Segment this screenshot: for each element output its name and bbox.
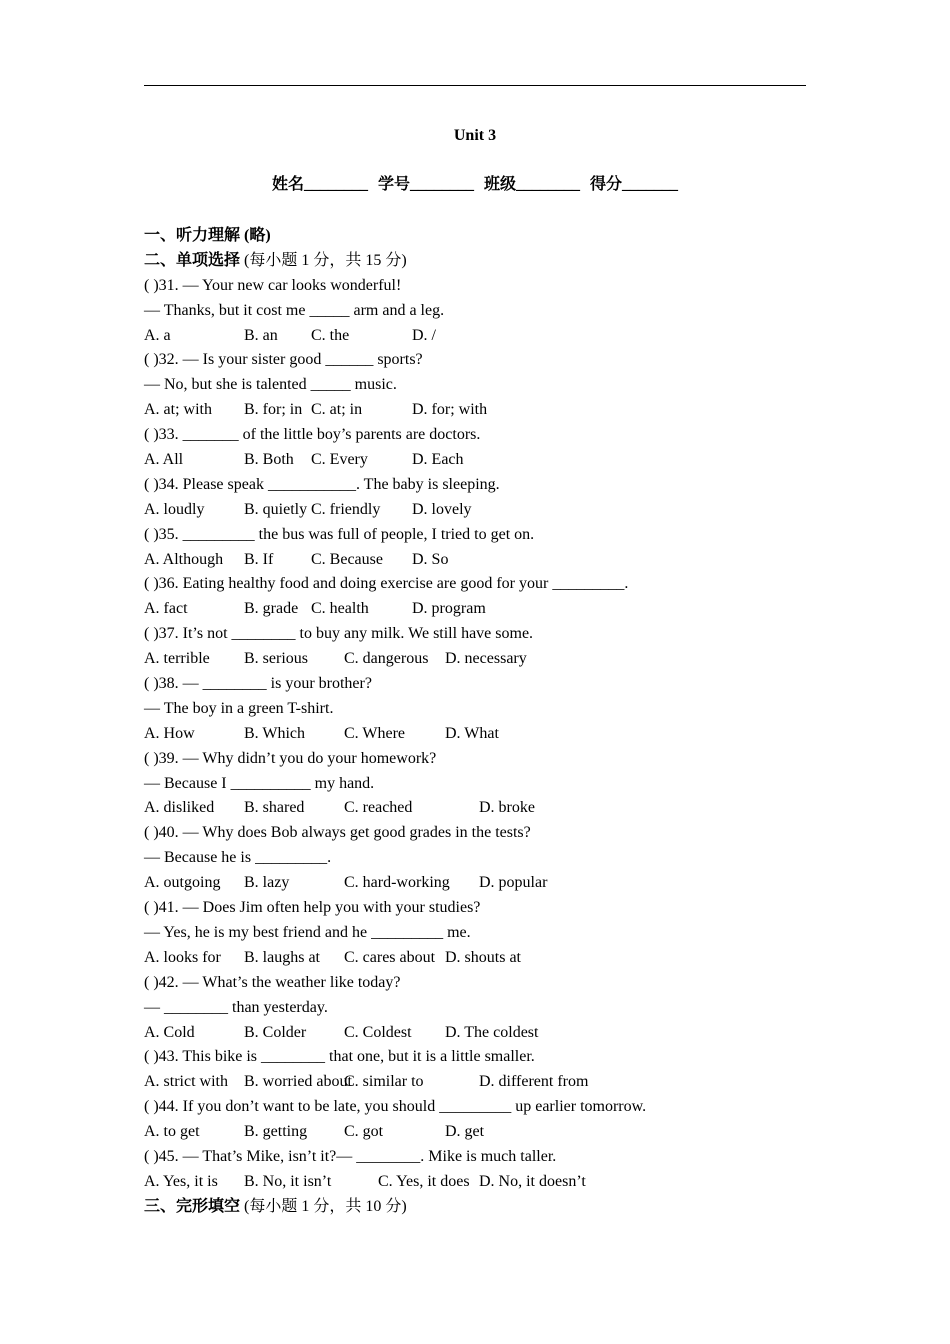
answer-option: D. / bbox=[412, 326, 436, 344]
question-stem: ( )37. It’s not ________ to buy any milk. We still have some. bbox=[144, 625, 534, 643]
answer-option: A. looks for bbox=[144, 948, 221, 966]
answer-option: C. Yes, it does bbox=[378, 1172, 470, 1190]
answer-option: C. similar to bbox=[344, 1073, 424, 1091]
answer-option: A. a bbox=[144, 326, 171, 344]
question-reply: — No, but she is talented _____ music. bbox=[144, 376, 397, 394]
question-options bbox=[144, 722, 824, 747]
answer-option: A. Yes, it is bbox=[144, 1172, 218, 1190]
question-options bbox=[144, 946, 824, 971]
answer-option: A. to get bbox=[144, 1123, 200, 1141]
answer-option: D. get bbox=[445, 1123, 485, 1141]
answer-option: A. at; with bbox=[144, 401, 212, 419]
question-options bbox=[144, 1170, 824, 1195]
section-cloze bbox=[144, 1195, 824, 1220]
answer-option: B. Colder bbox=[244, 1023, 307, 1041]
section-note: (每小题 1 分，共 10 分) bbox=[240, 1197, 407, 1215]
question-options bbox=[144, 597, 824, 622]
question-reply: — Yes, he is my best friend and he _________ me. bbox=[144, 923, 471, 941]
question-options bbox=[144, 1070, 824, 1095]
question-stem: ( )32. — Is your sister good ______ sports? bbox=[144, 351, 423, 369]
section-heading: 二、单项选择 bbox=[144, 251, 241, 269]
question-stem: ( )33. _______ of the little boy’s parents are doctors. bbox=[144, 426, 481, 444]
question-reply: — Because he is _________. bbox=[144, 849, 332, 867]
question-reply: — Thanks, but it cost me _____ arm and a leg. bbox=[144, 301, 445, 319]
answer-option: A. outgoing bbox=[144, 874, 221, 892]
answer-option: C. dangerous bbox=[344, 650, 429, 668]
answer-option: B. getting bbox=[244, 1123, 308, 1141]
answer-option: B. an bbox=[244, 326, 278, 344]
student-number-field: 学号________ bbox=[377, 176, 474, 193]
answer-option: B. shared bbox=[244, 799, 305, 817]
question-stem: ( )35. _________ the bus was full of people, I tried to get on. bbox=[144, 525, 535, 543]
question-stem: ( )34. Please speak ___________. The baby is sleeping. bbox=[144, 475, 500, 493]
question-reply: — The boy in a green T-shirt. bbox=[144, 699, 334, 717]
answer-option: C. at; in bbox=[311, 401, 363, 419]
answer-option: B. quietly bbox=[244, 500, 308, 518]
header-rule bbox=[144, 85, 806, 86]
question-stem: ( )31. — Your new car looks wonderful! bbox=[144, 276, 402, 294]
answer-option: C. Every bbox=[311, 451, 368, 469]
answer-option: B. lazy bbox=[244, 874, 290, 892]
question-options bbox=[144, 1120, 824, 1145]
question-options bbox=[144, 498, 824, 523]
answer-option: C. health bbox=[311, 600, 369, 618]
answer-option: B. grade bbox=[244, 600, 299, 618]
question-options bbox=[144, 324, 824, 349]
answer-option: D. necessary bbox=[445, 650, 527, 668]
score-field: 得分_______ bbox=[590, 176, 679, 193]
answer-option: A. Cold bbox=[144, 1023, 195, 1041]
answer-option: D. The coldest bbox=[445, 1023, 539, 1041]
answer-option: D. What bbox=[445, 724, 499, 742]
answer-option: D. different from bbox=[479, 1073, 589, 1091]
class-field: 班级________ bbox=[484, 176, 581, 193]
answer-option: A. strict with bbox=[144, 1073, 228, 1091]
section-multiple-choice bbox=[144, 249, 824, 274]
answer-option: D. popular bbox=[479, 874, 548, 892]
answer-option: C. got bbox=[344, 1123, 384, 1141]
answer-option: D. shouts at bbox=[445, 948, 521, 966]
question-stem: ( )45. — That’s Mike, isn’t it?— ________. Mike is much taller. bbox=[144, 1147, 557, 1165]
section-heading: 一、听力理解 (略) bbox=[144, 227, 271, 244]
answer-option: A. How bbox=[144, 724, 195, 742]
question-stem: ( )39. — Why didn’t you do your homework? bbox=[144, 749, 437, 767]
answer-option: C. cares about bbox=[344, 948, 436, 966]
question-stem: ( )38. — ________ is your brother? bbox=[144, 675, 372, 693]
answer-option: D. So bbox=[412, 550, 449, 568]
section-heading: 三、完形填空 bbox=[144, 1197, 241, 1215]
question-stem: ( )43. This bike is ________ that one, but it is a little smaller. bbox=[144, 1048, 535, 1066]
answer-option: D. No, it doesn’t bbox=[479, 1172, 586, 1190]
question-options bbox=[144, 398, 824, 423]
answer-option: D. for; with bbox=[412, 401, 488, 419]
answer-option: C. Coldest bbox=[344, 1023, 412, 1041]
answer-option: C. Where bbox=[344, 724, 406, 742]
answer-option: B. worried about bbox=[244, 1073, 352, 1091]
answer-option: A. All bbox=[144, 451, 184, 469]
section-listening bbox=[144, 224, 824, 249]
answer-option: D. broke bbox=[479, 799, 535, 817]
answer-option: B. for; in bbox=[244, 401, 303, 419]
name-field: 姓名________ bbox=[271, 176, 368, 193]
answer-option: A. Although bbox=[144, 550, 224, 568]
question-options bbox=[144, 1021, 824, 1046]
answer-option: B. serious bbox=[244, 650, 308, 668]
question-options bbox=[144, 448, 824, 473]
answer-option: B. No, it isn’t bbox=[244, 1172, 332, 1190]
question-stem: ( )36. Eating healthy food and doing exercise are good for your _________. bbox=[144, 575, 629, 593]
answer-option: C. the bbox=[311, 326, 350, 344]
question-stem: ( )44. If you don’t want to be late, you should _________ up earlier tomorrow. bbox=[144, 1098, 647, 1116]
answer-option: B. laughs at bbox=[244, 948, 320, 966]
answer-option: D. Each bbox=[412, 451, 464, 469]
answer-option: A. fact bbox=[144, 600, 188, 618]
answer-option: A. loudly bbox=[144, 500, 205, 518]
answer-option: D. lovely bbox=[412, 500, 472, 518]
answer-option: C. hard-working bbox=[344, 874, 450, 892]
exam-body bbox=[144, 224, 824, 1220]
answer-option: B. If bbox=[244, 550, 274, 568]
question-reply: — Because I __________ my hand. bbox=[144, 774, 375, 792]
answer-option: D. program bbox=[412, 600, 486, 618]
answer-option: A. disliked bbox=[144, 799, 215, 817]
question-options bbox=[144, 548, 824, 573]
answer-option: C. reached bbox=[344, 799, 413, 817]
answer-option: B. Both bbox=[244, 451, 294, 469]
question-stem: ( )40. — Why does Bob always get good grades in the tests? bbox=[144, 824, 531, 842]
question-options bbox=[144, 796, 824, 821]
question-options bbox=[144, 871, 824, 896]
answer-option: C. friendly bbox=[311, 500, 381, 518]
page-title: Unit 3 bbox=[453, 127, 497, 144]
section-note: (每小题 1 分，共 15 分) bbox=[240, 251, 407, 269]
question-stem: ( )42. — What’s the weather like today? bbox=[144, 973, 401, 991]
answer-option: B. Which bbox=[244, 724, 306, 742]
question-list bbox=[144, 274, 824, 1195]
answer-option: C. Because bbox=[311, 550, 383, 568]
question-stem: ( )41. — Does Jim often help you with your studies? bbox=[144, 899, 481, 917]
student-info-line bbox=[0, 175, 950, 195]
answer-option: A. terrible bbox=[144, 650, 210, 668]
question-reply: — ________ than yesterday. bbox=[144, 998, 328, 1016]
question-options bbox=[144, 647, 824, 672]
